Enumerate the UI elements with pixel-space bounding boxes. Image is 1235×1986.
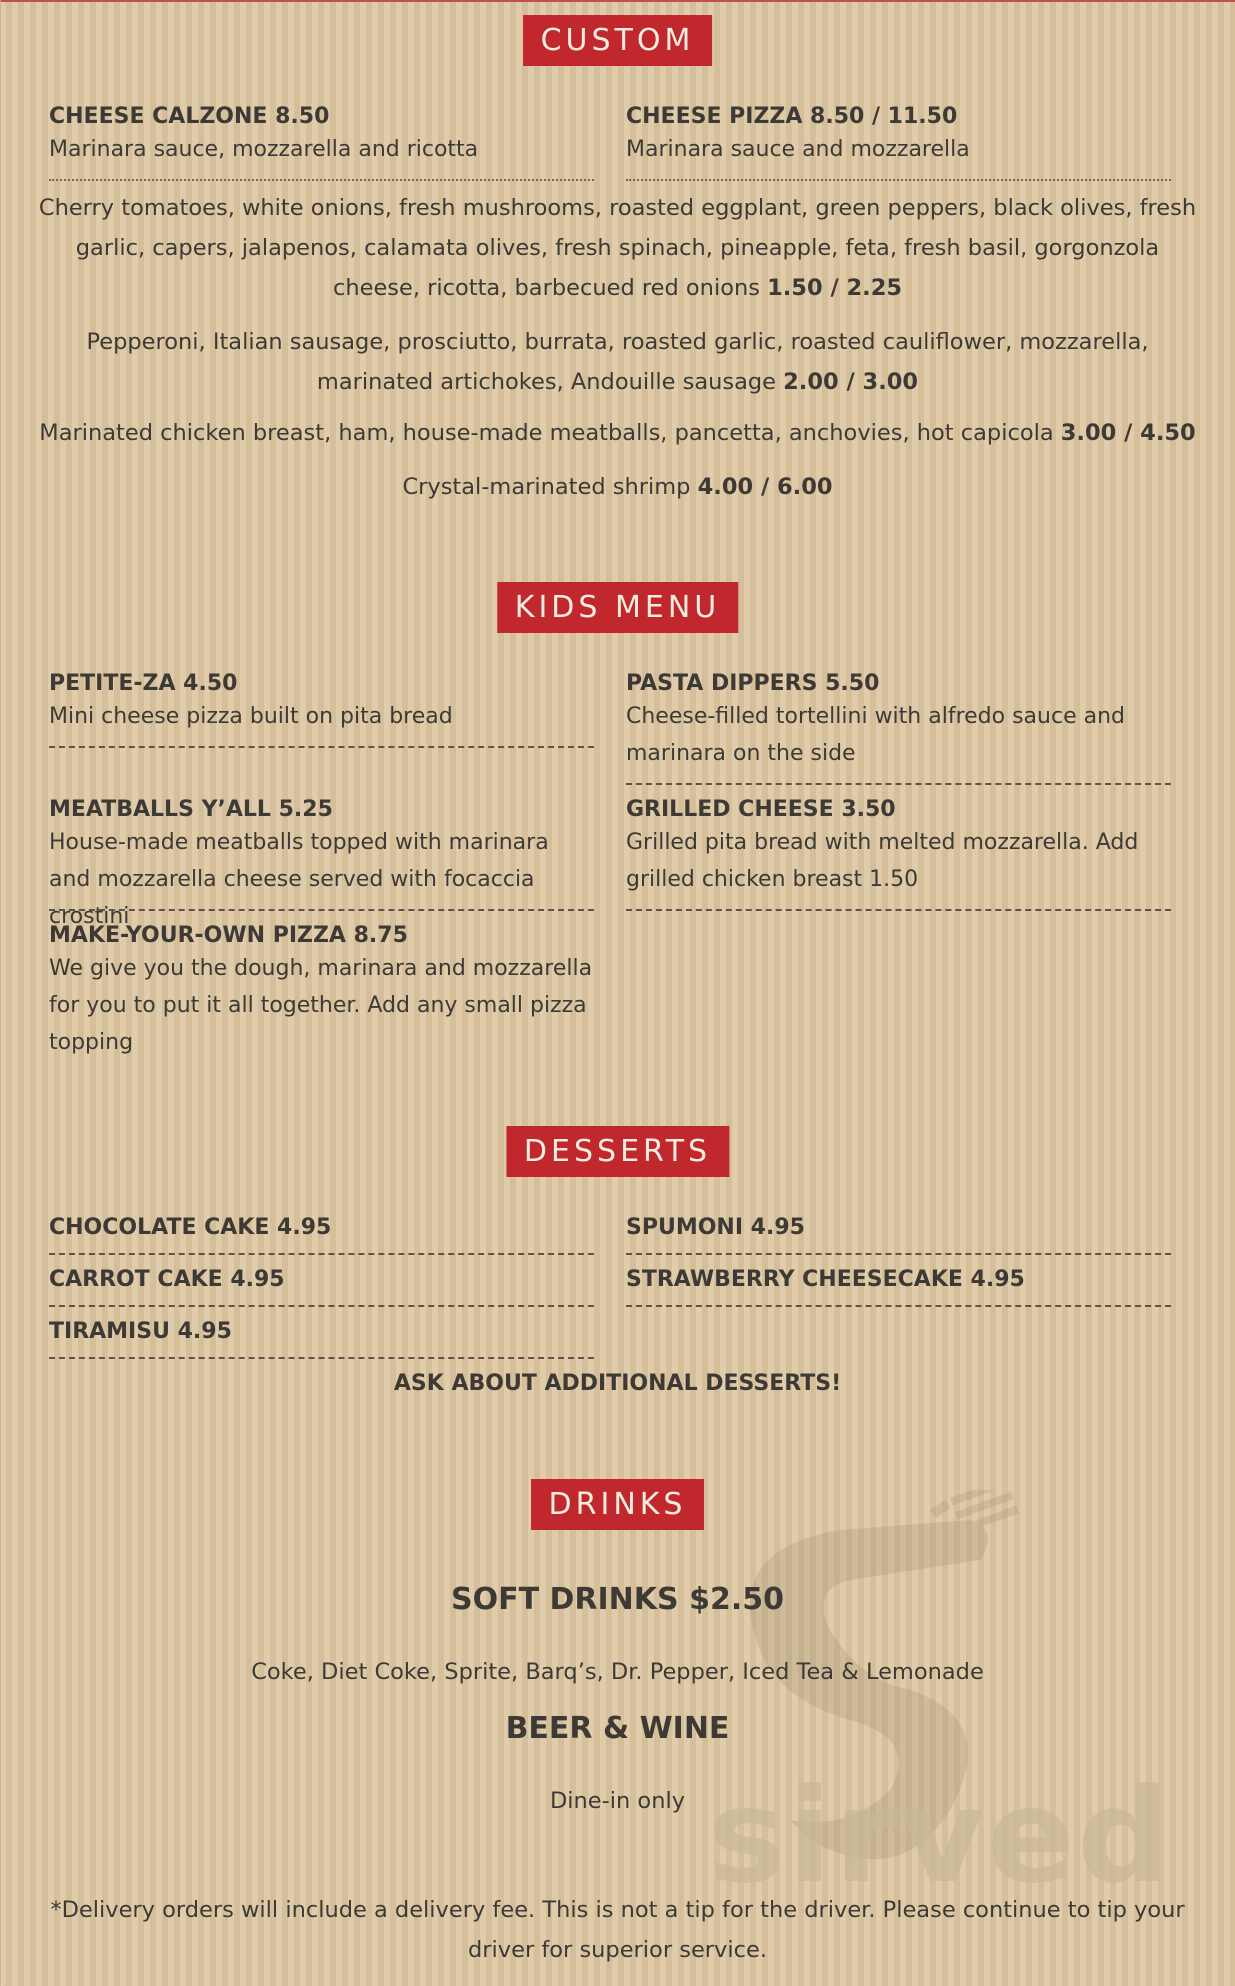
section-title-kids-menu: KIDS MENU	[497, 582, 738, 633]
topping-group	[30, 188, 1205, 308]
beer-wine-note: Dine-in only	[549, 1788, 686, 1814]
divider	[49, 1357, 594, 1359]
divider	[49, 746, 594, 748]
item-name: PASTA DIPPERS 5.50	[626, 671, 880, 696]
topping-price: 2.00 / 3.00	[783, 369, 919, 395]
item-desc: We give you the dough, marinara and mozzarella for you to put it all together. Add any small pizza topping	[49, 956, 593, 1055]
item-name: CHOCOLATE CAKE 4.95	[49, 1215, 332, 1240]
item-name: CHEESE CALZONE 8.50	[49, 104, 330, 129]
topping-price: 4.00 / 6.00	[697, 474, 833, 500]
topping-list: Cherry tomatoes, white onions, fresh mushrooms, roasted eggplant, green peppers, black olives, fresh garlic, capers, jalapenos, calamata olives, fresh spinach, pineapple, feta, fresh basil, gorgonzola cheese, ricotta, barbecued red onions	[38, 195, 1197, 301]
item-name: MEATBALLS Y’ALL 5.25	[49, 797, 333, 822]
item-desc: Marinara sauce, mozzarella and ricotta	[49, 137, 479, 162]
topping-group	[30, 413, 1205, 453]
menu-item	[49, 670, 594, 735]
item-name: MAKE-YOUR-OWN PIZZA 8.75	[49, 923, 408, 948]
watermark-text: sirved	[707, 1760, 1173, 1912]
item-desc: Grilled pita bread with melted mozzarella. Add grilled chicken breast 1.50	[626, 830, 1139, 892]
soft-drinks-title: SOFT DRINKS $2.50	[451, 1582, 784, 1617]
soft-drinks-list: Coke, Diet Coke, Sprite, Barq’s, Dr. Pepper, Iced Tea & Lemonade	[251, 1659, 984, 1685]
section-title-drinks: DRINKS	[531, 1479, 705, 1530]
divider	[626, 1253, 1171, 1255]
delivery-footnote: *Delivery orders will include a delivery fee. This is not a tip for the driver. Please continue to tip your driver for superior service.	[50, 1897, 1185, 1963]
section-title-custom: CUSTOM	[523, 15, 713, 66]
menu-item	[49, 1266, 594, 1294]
divider	[49, 1305, 594, 1307]
menu-item	[49, 1214, 594, 1242]
item-desc: Cheese-filled tortellini with alfredo sauce and marinara on the side	[626, 704, 1125, 766]
item-name: GRILLED CHEESE 3.50	[626, 797, 896, 822]
divider	[626, 179, 1171, 181]
menu-item	[49, 1318, 594, 1346]
topping-list: Marinated chicken breast, ham, house-made meatballs, pancetta, anchovies, hot capicola	[39, 420, 1054, 446]
divider	[49, 1253, 594, 1255]
item-name: CARROT CAKE 4.95	[49, 1267, 285, 1292]
topping-price: 3.00 / 4.50	[1060, 420, 1196, 446]
divider	[626, 909, 1171, 911]
divider	[49, 179, 594, 181]
menu-item	[49, 103, 594, 168]
divider	[49, 909, 594, 911]
item-desc: Marinara sauce and mozzarella	[626, 137, 970, 162]
menu-item	[626, 1214, 1171, 1242]
menu-item	[626, 670, 1171, 772]
topping-list: Pepperoni, Italian sausage, prosciutto, burrata, roasted garlic, roasted cauliflower, mozzarella, marinated artichokes, Andouille sausage	[86, 329, 1149, 395]
menu-item	[626, 1266, 1171, 1294]
topping-price: 1.50 / 2.25	[767, 275, 903, 301]
divider	[626, 783, 1171, 785]
desserts-note: ASK ABOUT ADDITIONAL DESSERTS!	[393, 1371, 842, 1396]
item-name: CHEESE PIZZA 8.50 / 11.50	[626, 104, 958, 129]
item-name: STRAWBERRY CHEESECAKE 4.95	[626, 1267, 1025, 1292]
topping-list: Crystal-marinated shrimp	[402, 474, 691, 500]
topping-group	[30, 467, 1205, 507]
item-name: TIRAMISU 4.95	[49, 1319, 232, 1344]
item-name: PETITE-ZA 4.50	[49, 671, 238, 696]
topping-group	[80, 322, 1155, 402]
beer-wine-title: BEER & WINE	[505, 1711, 730, 1746]
divider	[626, 1305, 1171, 1307]
menu-item	[626, 796, 1171, 898]
item-desc: House-made meatballs topped with marinara and mozzarella cheese served with focaccia crostini	[49, 830, 549, 929]
item-name: SPUMONI 4.95	[626, 1215, 805, 1240]
menu-item	[49, 922, 594, 1061]
item-desc: Mini cheese pizza built on pita bread	[49, 704, 453, 729]
menu-item	[626, 103, 1171, 168]
menu-item	[49, 796, 594, 935]
section-title-desserts: DESSERTS	[506, 1126, 729, 1177]
